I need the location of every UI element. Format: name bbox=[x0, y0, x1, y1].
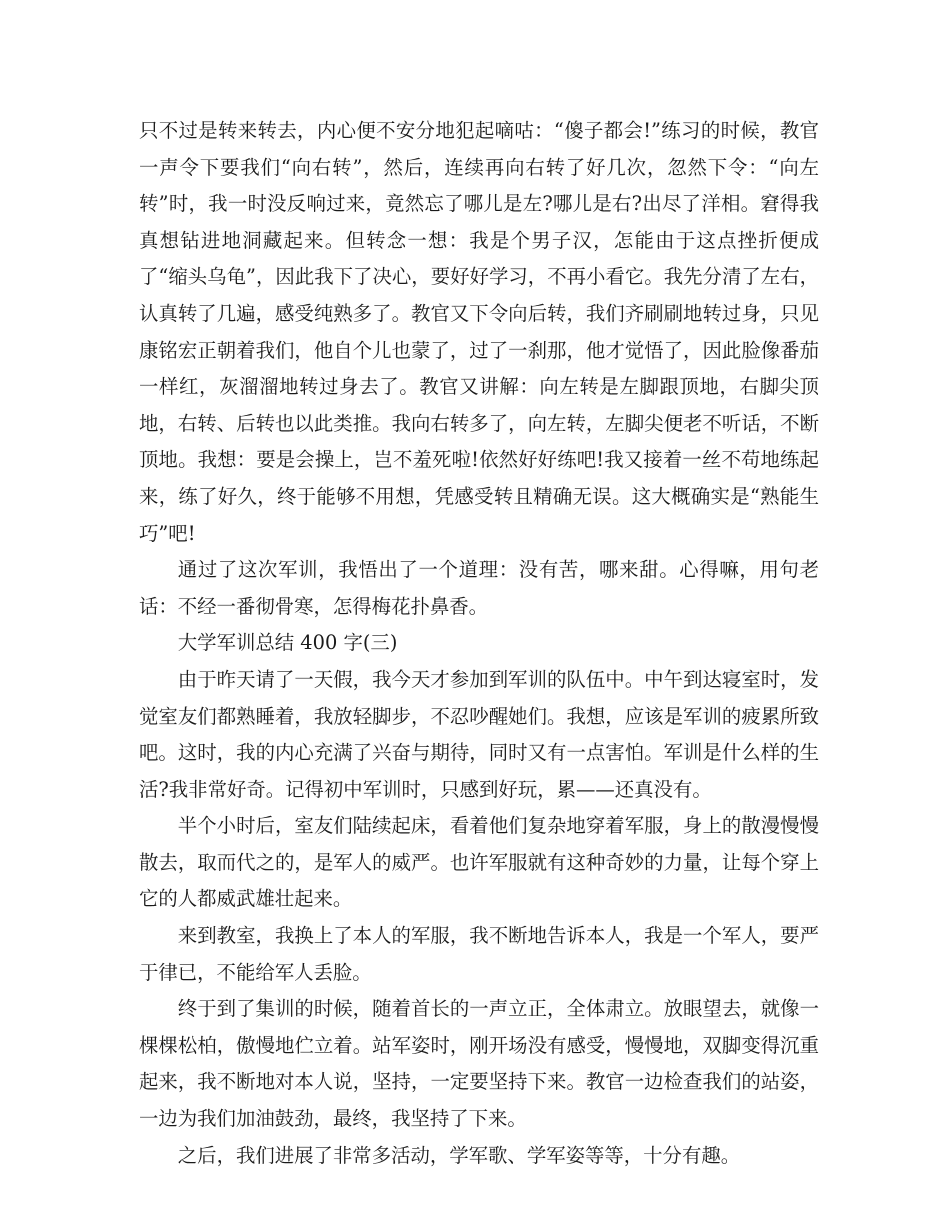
paragraph-6: 终于到了集训的时候，随着首长的一声立正，全体肃立。放眼望去，就像一棵棵松柏，傲慢地伫立着。站军姿时，刚开场没有感受，慢慢地，双脚变得沉重起来，我不断地对本人说，坚持，一定要坚持下来。教官一边检查我们的站姿，一边为我们加油鼓劲，最终，我坚持了下来。 bbox=[139, 997, 819, 1131]
paragraph-1: 只不过是转来转去，内心便不安分地犯起嘀咕：“傻子都会!”练习的时候，教官一声令下要我们“向右转”，然后，连续再向右转了好几次，忽然下令：“向左转”时，我一时没反响过来，竟然忘了哪儿是左?哪儿是右?出尽了洋相。窘得我真想钻进地洞藏起来。但转念一想：我是个男子汉，怎能由于这点挫折便成了“缩头乌龟”，因此我下了决心，要好好学习，不再小看它。我先分清了左右，认真转了几遍，感受纯熟多了。教官又下令向后转，我们齐刷刷地转过身，只见康铭宏正朝着我们，他自个儿也蒙了，过了一刹那，他才觉悟了，因此脸像番茄一样红，灰溜溜地转过身去了。教官又讲解：向左转是左脚跟顶地，右脚尖顶地，右转、后转也以此类推。我向右转多了，向左转，左脚尖便老不听话，不断顶地。我想：要是会操上，岂不羞死啦!依然好好练吧!我又接着一丝不苟地练起来，练了好久，终于能够不用想，凭感受转且精确无误。这大概确实是“熟能生巧”吧! bbox=[139, 119, 819, 545]
paragraph-4: 半个小时后，室友们陆续起床，看着他们复杂地穿着军服，身上的散漫慢慢散去，取而代之的，是军人的威严。也许军服就有这种奇妙的力量，让每个穿上它的人都威武雄壮起来。 bbox=[139, 814, 819, 911]
paragraph-7: 之后，我们进展了非常多活动，学军歌、学军姿等等，十分有趣。 bbox=[177, 1143, 741, 1167]
section-heading: 大学军训总结 400 字(三) bbox=[177, 631, 398, 655]
paragraph-3: 由于昨天请了一天假，我今天才参加到军训的队伍中。中午到达寝室时，发觉室友们都熟睡着，我放轻脚步，不忍吵醒她们。我想，应该是军训的疲累所致吧。这时，我的内心充满了兴奋与期待，同时又有一点害怕。军训是什么样的生活?我非常好奇。记得初中军训时，只感到好玩，累——还真没有。 bbox=[139, 667, 819, 801]
document-body bbox=[139, 113, 819, 1174]
paragraph-5: 来到教室，我换上了本人的军服，我不断地告诉本人，我是一个军人，要严于律已，不能给军人丢脸。 bbox=[139, 924, 819, 984]
paragraph-2: 通过了这次军训，我悟出了一个道理：没有苦，哪来甜。心得嘛，用句老话：不经一番彻骨寒，怎得梅花扑鼻香。 bbox=[139, 558, 819, 618]
